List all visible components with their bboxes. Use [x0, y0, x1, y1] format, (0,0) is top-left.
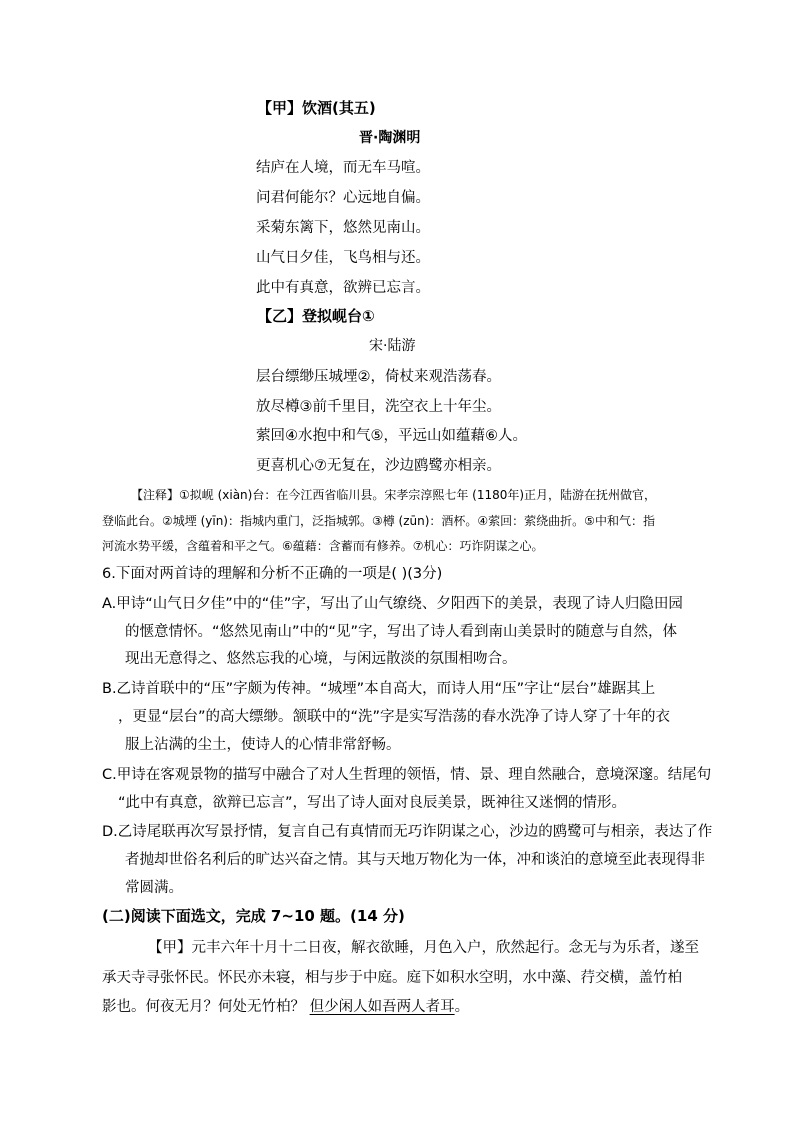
poem-b-author: 宋·陆游: [369, 338, 416, 354]
option-a-line: 的惬意情怀。“悠然见南山”中的“见”字，写出了诗人看到南山美景时的随意与自然，体: [125, 624, 678, 640]
passage-text: 影也。何夜无月？何处无竹柏？: [102, 999, 305, 1015]
poem-a-line: 此中有真意，欲辨已忘言。: [256, 280, 430, 296]
poem-a-line: 结庐在人境，而无车马喧。: [256, 160, 430, 176]
annotation-line: 【注释】①拟岘 (xiàn)台：在今江西省临川县。宋孝宗淳熙七年 (1180年)正月，陆游在抚州做官，: [131, 488, 657, 502]
underlined-sentence: 但少闲人如吾两人者耳: [309, 999, 455, 1015]
poem-b-line: 层台缥缈压城堙②，倚杖来观浩荡春。: [256, 369, 501, 385]
option-d-line: 常圆满。: [125, 880, 183, 896]
poem-b-line: 更喜机心⑦无复在，沙边鸥鹭亦相亲。: [256, 458, 501, 474]
poem-a-line: 采菊东篱下，悠然见南山。: [256, 220, 430, 236]
passage-end-punct: 。: [454, 999, 470, 1015]
section-2-heading: (二)阅读下面选文，完成 7~10 题。(14 分): [102, 907, 405, 925]
passage-line-last: [102, 995, 469, 1016]
option-a-line: A.甲诗“山气日夕佳”中的“佳”字，写出了山气缭绕、夕阳西下的美景，表现了诗人归隐田园: [102, 596, 683, 612]
option-c-line: C.甲诗在客观景物的描写中融合了对人生哲理的领悟，情、景、理自然融合，意境深邃。结尾句: [102, 767, 712, 783]
poem-b-line: 萦回④水抱中和气⑤，平远山如蕴藉⑥人。: [256, 428, 527, 444]
annotation-line: 登临此台。②城堙 (yīn)：指城内重门，泛指城郭。③樽 (zūn)：酒杯。④萦回：萦绕曲折。⑤中和气：指: [102, 514, 655, 528]
annotation-line: 河流水势平缓，含蕴着和平之气。⑥蕴藉：含蓄而有修养。⑦机心：巧诈阴谋之心。: [102, 539, 544, 553]
passage-line: 【甲】元丰六年十月十二日夜，解衣欲睡，月色入户，欣然起行。念无与为乐者，遂至: [148, 940, 699, 956]
option-d-line: 者抛却世俗名利后的旷达兴奋之情。其与天地万物化为一体，冲和谈泊的意境至此表现得非: [125, 852, 705, 868]
poem-a-line: 问君何能尔？心远地自偏。: [256, 190, 430, 206]
option-b-line: 服上沾满的尘土，使诗人的心情非常舒畅。: [125, 737, 401, 753]
poem-a-heading: 【甲】饮酒(其五): [257, 99, 376, 117]
option-d-line: D.乙诗尾联再次写景抒情，复言自己有真情而无巧诈阴谋之心，沙边的鸥鹭可与相亲，表达了作: [102, 824, 713, 840]
poem-a-line: 山气日夕佳，飞鸟相与还。: [256, 250, 430, 266]
poem-b-line: 放尽樽③前千里目，洗空衣上十年尘。: [256, 399, 501, 415]
passage-line: 承天寺寻张怀民。怀民亦未寝，相与步于中庭。庭下如积水空明，水中藻、荇交横，盖竹柏: [102, 970, 682, 986]
poem-a-author: 晋·陶渊明: [359, 130, 421, 146]
poem-b-heading: 【乙】登拟岘台①: [257, 307, 375, 325]
option-c-line: “此中有真意，欲辩已忘言”，写出了诗人面对良辰美景，既神往又迷惘的情形。: [118, 795, 627, 811]
option-b-line: ，更显“层台”的高大缥缈。颔联中的“洗”字是实写浩荡的春水洗净了诗人穿了十年的衣: [118, 709, 671, 725]
option-b-line: B.乙诗首联中的“压”字颇为传神。“城堙”本自高大，而诗人用“压”字让“层台”雄踞其上: [102, 681, 656, 697]
question-6-stem: 6.下面对两首诗的理解和分析不正确的一项是( )(3分): [102, 566, 443, 582]
option-a-line: 现出无意得之、悠然忘我的心境，与闲远散淡的氛围相吻合。: [125, 651, 517, 667]
